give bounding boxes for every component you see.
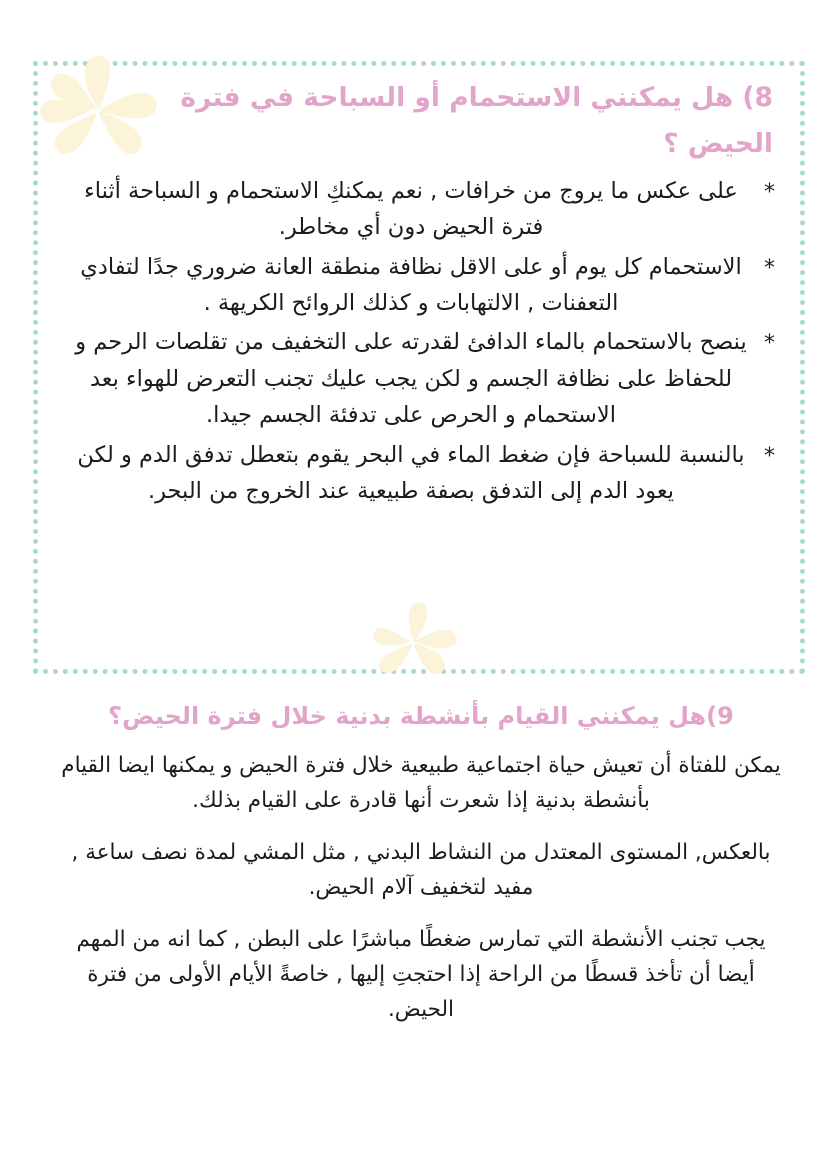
paragraph: بالعكس, المستوى المعتدل من النشاط البدني , مثل المشي لمدة نصف ساعة , مفيد لتخفيف آلام الحيض.	[71, 839, 771, 900]
section-2-content	[33, 700, 805, 1027]
bullet-marker-icon: *	[764, 255, 775, 281]
list-item	[63, 173, 775, 246]
list-item-text: ينصح بالاستحمام بالماء الدافئ لقدرته على التخفيف من تقلصات الرحم و للحفاظ على نظافة الجسم و لكن يجب عليك تجنب التعرض للهواء بعد الاستحمام و الحرص على تدفئة الجسم جيدا.	[75, 329, 747, 429]
bullet-marker-icon: *	[764, 179, 775, 205]
bullet-marker-icon: *	[764, 331, 775, 357]
paragraph: يمكن للفتاة أن تعيش حياة اجتماعية طبيعية خلال فترة الحيض و يمكنها ايضا القيام بأنشطة بدنية إذا شعرت أنها قادرة على القيام بذلك.	[61, 752, 781, 813]
bullet-marker-icon: *	[764, 443, 775, 469]
list-item	[63, 249, 775, 322]
list-item-text: الاستحمام كل يوم أو على الاقل نظافة منطقة العانة ضروري جدًا لتفادي التعفنات , الالتهابات و كذلك الروائح الكريهة .	[80, 253, 742, 316]
section-2-heading: 9)هل يمكنني القيام بأنشطة بدنية خلال فترة الحيض؟	[108, 702, 734, 730]
list-item-text: على عكس ما يروج من خرافات , نعم يمكنكِ الاستحمام و السباحة أثناء فترة الحيض دون أي مخاطر.	[84, 177, 738, 241]
list-item	[63, 437, 775, 510]
section-1-bullet-list	[63, 173, 775, 510]
list-item	[63, 324, 775, 433]
list-item-text: بالنسبة للسباحة فإن ضغط الماء في البحر يقوم بتعطل تدفق الدم و لكن يعود الدم إلى التدفق بصفة طبيعية عند الخروج من البحر.	[77, 441, 745, 505]
section-1-content	[33, 61, 805, 674]
paragraph: يجب تجنب الأنشطة التي تمارس ضغطًا مباشرًا على البطن , كما انه من المهم أيضا أن تأخذ قسطًا من الراحة إذا احتجتِ إليها , خاصةً الأيام الأولى من فترة الحيض.	[76, 926, 766, 1022]
section-1-heading: 8) هل يمكنني الاستحمام أو السباحة في فترة الحيض ؟	[180, 82, 773, 159]
